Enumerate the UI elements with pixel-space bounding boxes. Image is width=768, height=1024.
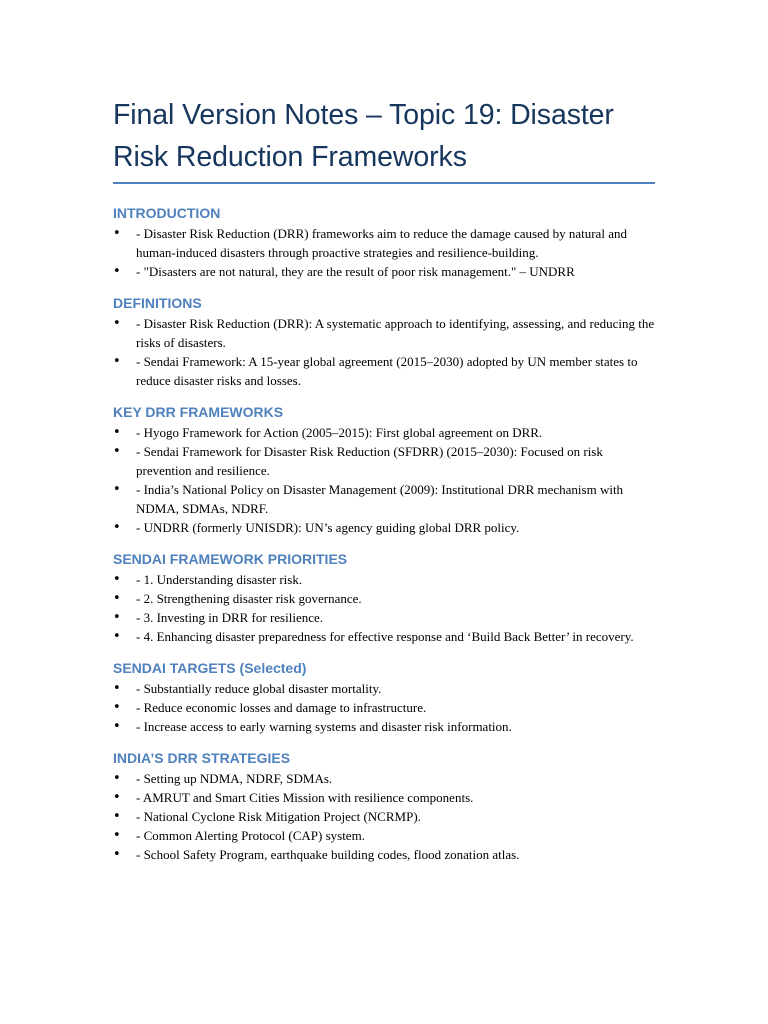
bullet-icon: • xyxy=(113,591,121,606)
bullet-icon: • xyxy=(113,354,121,369)
bullet-icon: • xyxy=(113,790,121,805)
list-item-text: - National Cyclone Risk Mitigation Project (NCRMP). xyxy=(136,809,421,824)
list-item xyxy=(113,679,658,698)
list-item-text: - Substantially reduce global disaster mortality. xyxy=(136,681,382,696)
list-item xyxy=(113,608,658,627)
list-item-text: - UNDRR (formerly UNISDR): UN’s agency guiding global DRR policy. xyxy=(136,520,520,535)
bullet-icon: • xyxy=(113,700,121,715)
list-item-text: - Sendai Framework for Disaster Risk Reduction (SFDRR) (2015–2030): Focused on risk prevention and resilience. xyxy=(136,444,603,478)
list-item xyxy=(113,627,658,646)
section xyxy=(113,646,658,736)
list-item xyxy=(113,788,658,807)
section-heading: INDIA’S DRR STRATEGIES xyxy=(113,750,291,766)
list-item xyxy=(113,807,658,826)
list-item xyxy=(113,442,658,480)
list-item xyxy=(113,845,658,864)
list-item-text: - AMRUT and Smart Cities Mission with resilience components. xyxy=(136,790,474,805)
section-heading: INTRODUCTION xyxy=(113,205,221,221)
bullet-icon: • xyxy=(113,572,121,587)
list-item xyxy=(113,352,658,390)
list-item xyxy=(113,826,658,845)
list-item xyxy=(113,480,658,518)
list-item-text: - Disaster Risk Reduction (DRR): A systematic approach to identifying, assessing, and reducing the risks of disasters. xyxy=(136,316,655,350)
bullet-icon: • xyxy=(113,520,121,535)
section xyxy=(113,736,658,864)
list-item-text: - 3. Investing in DRR for resilience. xyxy=(136,610,324,625)
bullet-icon: • xyxy=(113,425,121,440)
document-page xyxy=(113,94,658,864)
bullet-list xyxy=(113,570,658,646)
list-item xyxy=(113,717,658,736)
list-item-text: - 4. Enhancing disaster preparedness for effective response and ‘Build Back Better’ in recovery. xyxy=(136,629,634,644)
bullet-icon: • xyxy=(113,610,121,625)
bullet-icon: • xyxy=(113,847,121,862)
section-heading: KEY DRR FRAMEWORKS xyxy=(113,404,284,420)
list-item-text: - Increase access to early warning systems and disaster risk information. xyxy=(136,719,512,734)
list-item-text: - 1. Understanding disaster risk. xyxy=(136,572,303,587)
bullet-icon: • xyxy=(113,226,121,241)
bullet-icon: • xyxy=(113,482,121,497)
list-item xyxy=(113,518,658,537)
bullet-icon: • xyxy=(113,264,121,279)
list-item xyxy=(113,224,658,262)
section-heading: SENDAI TARGETS (Selected) xyxy=(113,660,307,676)
list-item-text: - India’s National Policy on Disaster Management (2009): Institutional DRR mechanism with NDMA, SDMAs, NDRF. xyxy=(136,482,624,516)
list-item-text: - Disaster Risk Reduction (DRR) frameworks aim to reduce the damage caused by natural and human-induced disasters through proactive strategies and resilience-building. xyxy=(136,226,627,260)
section xyxy=(113,281,658,390)
section-heading: DEFINITIONS xyxy=(113,295,202,311)
list-item-text: - Hyogo Framework for Action (2005–2015): First global agreement on DRR. xyxy=(136,425,543,440)
list-item xyxy=(113,589,658,608)
bullet-icon: • xyxy=(113,719,121,734)
section xyxy=(113,537,658,646)
bullet-icon: • xyxy=(113,809,121,824)
list-item xyxy=(113,314,658,352)
list-item xyxy=(113,262,658,281)
sections-container xyxy=(113,184,658,864)
section-heading: SENDAI FRAMEWORK PRIORITIES xyxy=(113,551,348,567)
list-item xyxy=(113,769,658,788)
bullet-icon: • xyxy=(113,771,121,786)
section xyxy=(113,390,658,537)
bullet-list xyxy=(113,224,658,281)
section xyxy=(113,184,658,281)
list-item-text: - School Safety Program, earthquake building codes, flood zonation atlas. xyxy=(136,847,520,862)
bullet-icon: • xyxy=(113,828,121,843)
bullet-icon: • xyxy=(113,629,121,644)
list-item-text: - Reduce economic losses and damage to infrastructure. xyxy=(136,700,427,715)
bullet-list xyxy=(113,769,658,864)
list-item-text: - Setting up NDMA, NDRF, SDMAs. xyxy=(136,771,333,786)
list-item-text: - 2. Strengthening disaster risk governance. xyxy=(136,591,362,606)
list-item-text: - "Disasters are not natural, they are the result of poor risk management." – UNDRR xyxy=(136,264,575,279)
bullet-icon: • xyxy=(113,444,121,459)
list-item xyxy=(113,698,658,717)
bullet-list xyxy=(113,423,658,537)
bullet-list xyxy=(113,314,658,390)
bullet-list xyxy=(113,679,658,736)
bullet-icon: • xyxy=(113,316,121,331)
list-item xyxy=(113,423,658,442)
bullet-icon: • xyxy=(113,681,121,696)
page-title: Final Version Notes – Topic 19: Disaster Risk Reduction Frameworks xyxy=(113,99,614,173)
list-item-text: - Sendai Framework: A 15-year global agreement (2015–2030) adopted by UN member states to reduce disaster risks and losses. xyxy=(136,354,638,388)
list-item xyxy=(113,570,658,589)
list-item-text: - Common Alerting Protocol (CAP) system. xyxy=(136,828,365,843)
